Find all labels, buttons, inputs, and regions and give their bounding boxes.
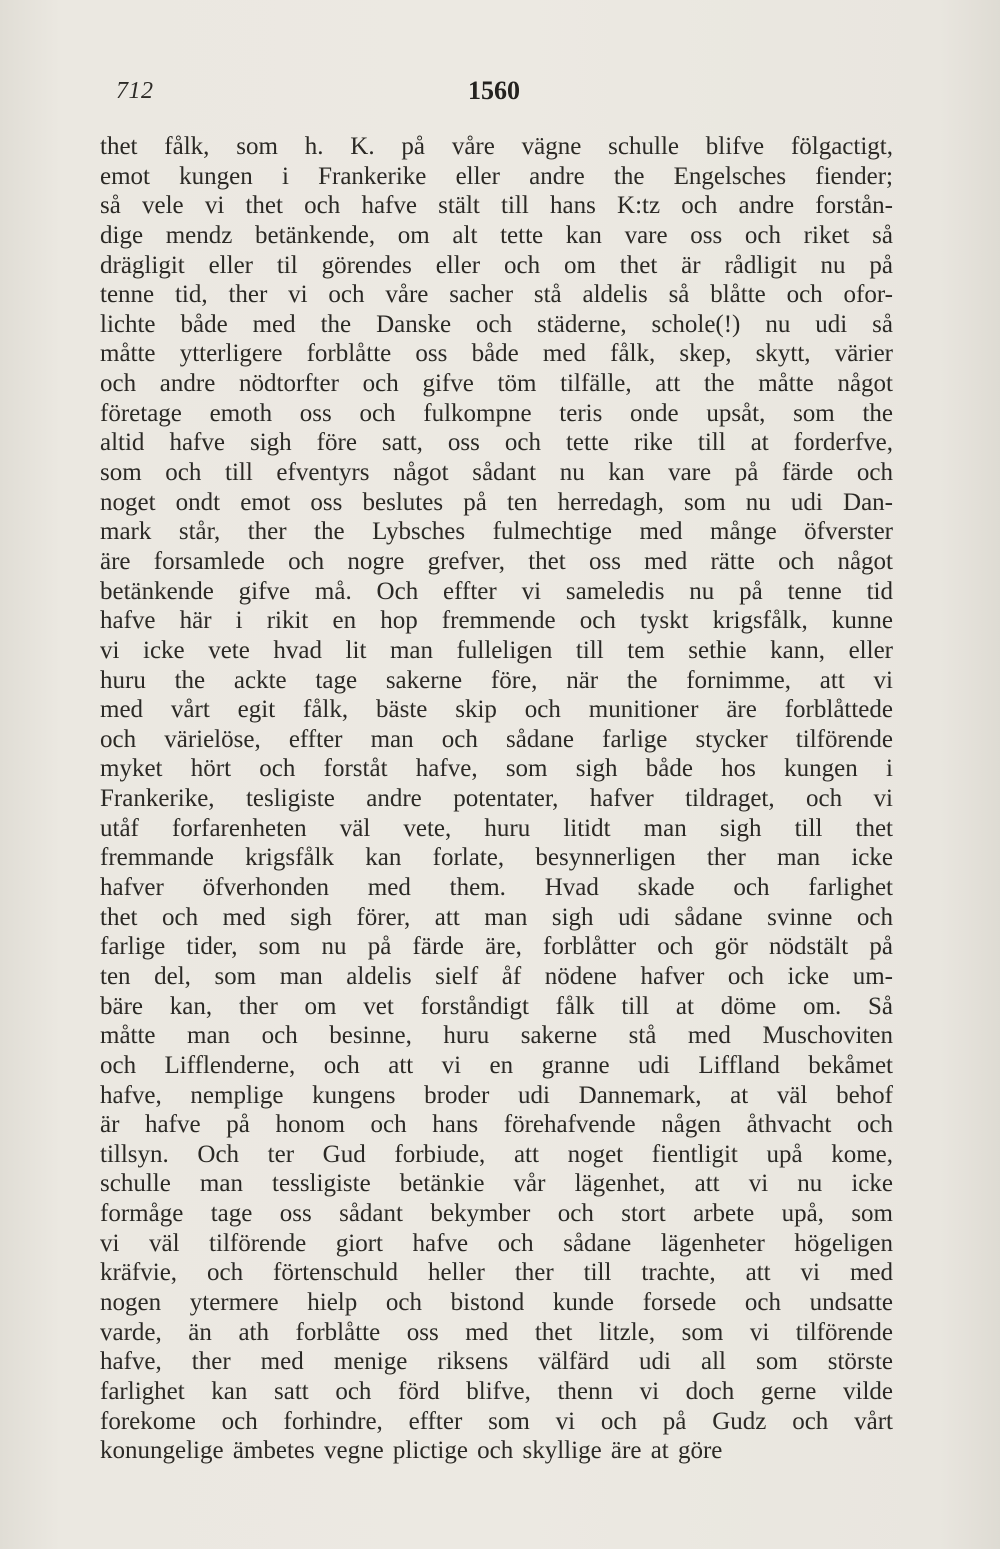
text-line: företage emoth oss och fulkompne teris onde upsåt, som the [100, 399, 893, 427]
text-line: altid hafve sigh före satt, oss och tette rike till at forderfve, [100, 429, 893, 457]
text-line: drägligit eller til görendes eller och om thet är rådligit nu på [100, 251, 893, 279]
text-line: och Lifflenderne, och att vi en granne udi Liffland bekåmet [100, 1051, 893, 1079]
text-line: tillsyn. Och ter Gud forbiude, att noget fientligit upå kome, [100, 1140, 893, 1168]
text-line: som och till efventyrs något sådant nu kan vare på färde och [100, 459, 893, 487]
text-line: myket hört och forståt hafve, som sigh både hos kungen i [100, 755, 893, 783]
text-line: fremmande krigsfålk kan forlate, besynnerligen ther man icke [100, 844, 893, 872]
text-line: utåf forfarenheten väl vete, huru litidt man sigh till thet [100, 814, 893, 842]
page-header [0, 78, 1000, 118]
text-line: forekome och forhindre, effter som vi och på Gudz och vårt [100, 1407, 893, 1435]
text-line: nogen ytermere hielp och bistond kunde forsede och undsatte [100, 1288, 893, 1316]
body-text [100, 132, 893, 1466]
text-line: med vårt egit fålk, bäste skip och munitioner äre forblåttede [100, 696, 893, 724]
text-line: formåge tage oss sådant bekymber och stort arbete upå, som [100, 1200, 893, 1228]
text-line: thet fålk, som h. K. på våre vägne schulle blifve fölgactigt, [100, 133, 893, 160]
text-line: ten del, som man aldelis sielf åf nödene hafver och icke um- [100, 962, 893, 990]
text-line: lichte både med the Danske och städerne, schole(!) nu udi så [100, 310, 893, 338]
text-line: thet och med sigh förer, att man sigh udi sådane svinne och [100, 903, 893, 931]
text-line: varde, än ath forblåtte oss med thet litzle, som vi tilförende [100, 1318, 893, 1346]
page-number: 712 [116, 78, 154, 104]
text-line: hafver öfverhonden med them. Hvad skade och farlighet [100, 874, 893, 902]
running-head-year: 1560 [468, 76, 520, 105]
text-line: mark står, ther the Lybsches fulmechtige med månge öfverster [100, 518, 893, 546]
text-line: vi väl tilförende giort hafve och sådane lägenheter högeligen [100, 1229, 893, 1257]
text-line: och värielöse, effter man och sådane farlige stycker tilförende [100, 725, 893, 753]
text-line: betänkende gifve må. Och effter vi sameledis nu på tenne tid [100, 577, 893, 605]
text-line: schulle man tessligiste betänkie vår lägenhet, att vi nu icke [100, 1170, 893, 1198]
text-line: dige mendz betänkende, om alt tette kan vare oss och riket så [100, 221, 893, 249]
text-line: kräfvie, och förtenschuld heller ther till trachte, att vi med [100, 1259, 893, 1287]
text-line: hafve här i rikit en hop fremmende och tyskt krigsfålk, kunne [100, 607, 893, 635]
text-line: äre forsamlede och nogre grefver, thet oss med rätte och något [100, 547, 893, 575]
text-line: är hafve på honom och hans förehafvende någen åthvacht och [100, 1111, 893, 1139]
text-line: farlighet kan satt och förd blifve, thenn vi doch gerne vilde [100, 1377, 893, 1405]
text-line: måtte man och besinne, huru sakerne stå med Muschoviten [100, 1022, 893, 1050]
text-line: så vele vi thet och hafve stält till hans K:tz och andre forstån- [100, 192, 893, 220]
text-line: tenne tid, ther vi och våre sacher stå aldelis så blåtte och ofor- [100, 281, 893, 309]
text-line: måtte ytterligere forblåtte oss både med fålk, skep, skytt, värier [100, 340, 893, 368]
text-line: emot kungen i Frankerike eller andre the Engelsches fiender; [100, 162, 893, 190]
text-line: och andre nödtorfter och gifve töm tilfälle, att the måtte något [100, 370, 893, 398]
text-line: noget ondt emot oss beslutes på ten herredagh, som nu udi Dan- [100, 488, 893, 516]
text-line: hafve, ther med menige riksens välfärd udi all som störste [100, 1348, 893, 1376]
text-line: vi icke vete hvad lit man fulleligen till tem sethie kann, eller [100, 636, 893, 664]
text-line: huru the ackte tage sakerne före, när the fornimme, att vi [100, 666, 893, 694]
text-line: konungelige ämbetes vegne plictige och skyllige äre at göre [100, 1437, 723, 1465]
text-line: bäre kan, ther om vet forståndigt fålk till at döme om. Så [100, 992, 893, 1020]
text-line: Frankerike, tesligiste andre potentater, hafver tildraget, och vi [100, 785, 893, 813]
text-line: hafve, nemplige kungens broder udi Dannemark, at väl behof [100, 1081, 893, 1109]
text-line: farlige tider, som nu på färde äre, forblåtter och gör nödstält på [100, 933, 893, 961]
